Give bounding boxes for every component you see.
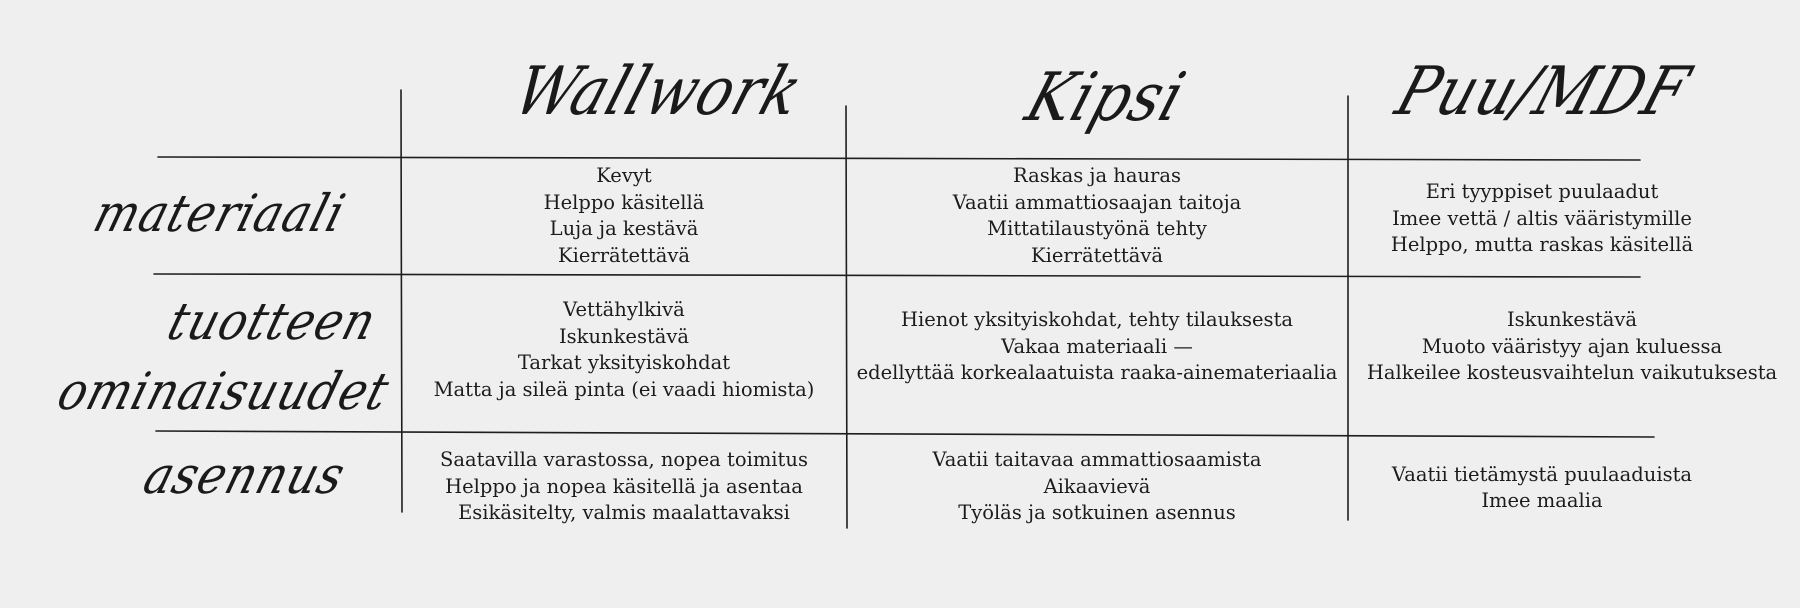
cell-line: Imee maalia xyxy=(1481,489,1603,512)
column-header-wallwork: Wallwork xyxy=(505,51,813,131)
cell-line: Iskunkestävä xyxy=(1506,308,1638,332)
grid-line-v2 xyxy=(846,106,847,528)
cell-line: Tarkat yksityiskohdat xyxy=(517,351,731,374)
cell-line: Mittatilaustyönä tehty xyxy=(987,217,1207,240)
cell-line: Kierrätettävä xyxy=(1031,243,1163,267)
cell-ominaisuudet-wallwork xyxy=(405,296,843,404)
cell-materiaali-kipsi xyxy=(850,162,1344,270)
cell-line: Helppo käsitellä xyxy=(543,190,705,214)
grid-line-h1 xyxy=(158,157,1640,160)
cell-line: edellyttää korkealaatuista raaka-ainemateriaalia xyxy=(856,361,1338,385)
cell-line: Matta ja sileä pinta (ei vaadi hiomista) xyxy=(433,377,815,401)
cell-line: Kierrätettävä xyxy=(558,243,690,267)
cell-line: Vettähylkivä xyxy=(563,298,685,321)
cell-materiaali-puu-mdf xyxy=(1352,166,1732,272)
cell-line: Raskas ja hauras xyxy=(1013,164,1181,187)
row-header-materiaali: materiaali xyxy=(87,182,353,244)
cell-line: Vakaa materiaali — xyxy=(1001,334,1193,358)
cell-asennus-wallwork xyxy=(405,446,843,528)
cell-ominaisuudet-puu-mdf xyxy=(1352,306,1792,388)
cell-line: Halkeilee kosteusvaihtelun vaikutuksesta xyxy=(1366,361,1778,385)
cell-ominaisuudet-kipsi xyxy=(850,306,1344,388)
cell-line: Vaatii ammattiosaajan taitoja xyxy=(952,190,1242,214)
cell-line: Saatavilla varastossa, nopea toimitus xyxy=(440,448,808,472)
cell-line: Aikaavievä xyxy=(1043,474,1151,498)
cell-line: Muoto vääristyy ajan kuluessa xyxy=(1421,334,1723,358)
cell-line: Eri tyyppiset puulaadut xyxy=(1425,180,1659,204)
grid-line-h2 xyxy=(154,274,1640,277)
cell-line: Vaatii taitavaa ammattiosaamista xyxy=(932,448,1262,472)
cell-line: Työläs ja sotkuinen asennus xyxy=(958,501,1236,525)
row-header-asennus: asennus xyxy=(137,444,353,506)
cell-line: Hienot yksityiskohdat, tehty tilauksesta xyxy=(900,308,1294,332)
cell-line: Imee vettä / altis vääristymille xyxy=(1392,206,1692,230)
cell-line: Helppo, mutta raskas käsitellä xyxy=(1390,233,1694,257)
cell-line: Iskunkestävä xyxy=(558,324,690,348)
column-header-puu-mdf: Puu/MDF xyxy=(1387,51,1700,131)
row-header-ominaisuudet: ominaisuudet xyxy=(51,360,397,422)
cell-asennus-kipsi xyxy=(850,446,1344,528)
column-header-kipsi: Kipsi xyxy=(1017,57,1196,137)
cell-line: Vaatii tietämystä puulaaduista xyxy=(1391,462,1693,486)
cell-line: Luja ja kestävä xyxy=(549,217,699,240)
cell-materiaali-wallwork xyxy=(405,162,843,270)
cell-asennus-puu-mdf xyxy=(1352,460,1732,516)
row-header-tuotteen: tuotteen xyxy=(161,290,384,352)
cell-line: Esikäsitelty, valmis maalattavaksi xyxy=(458,501,790,525)
grid-line-h3 xyxy=(156,431,1654,437)
grid-line-v1 xyxy=(401,90,402,512)
cell-line: Kevyt xyxy=(596,164,652,187)
cell-line: Helppo ja nopea käsitellä ja asentaa xyxy=(445,474,803,498)
